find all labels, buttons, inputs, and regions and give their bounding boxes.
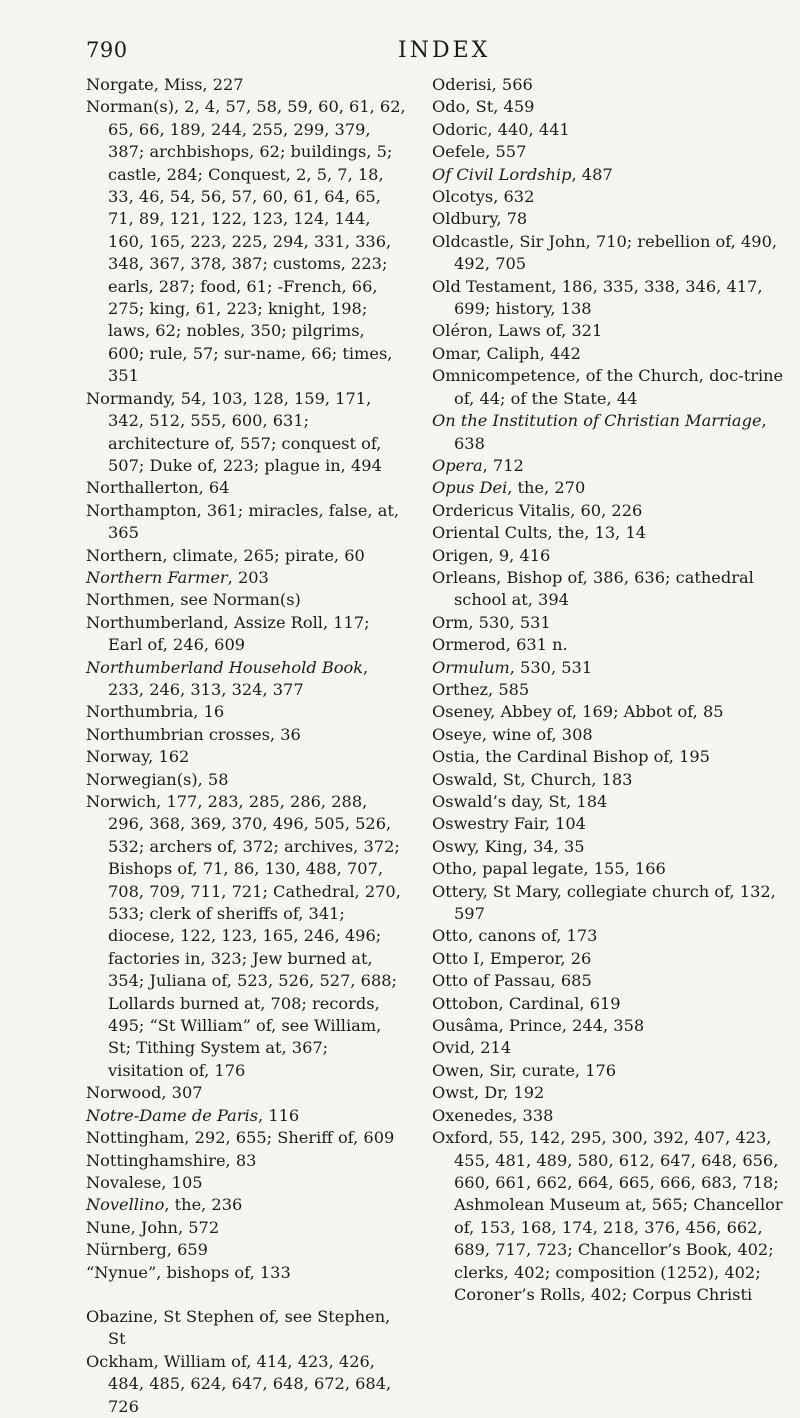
index-entry-text: Olcotys, 632 bbox=[432, 187, 535, 207]
index-entry bbox=[432, 1060, 784, 1082]
index-entry-text: Orleans, Bishop of, 386, 636; cathedral school at, 394 bbox=[432, 567, 754, 610]
index-entry bbox=[86, 612, 406, 657]
index-entry-text: Nürnberg, 659 bbox=[86, 1240, 208, 1260]
index-entry-text: Ovid, 214 bbox=[432, 1038, 512, 1058]
index-entry-text: Ostia, the Cardinal Bishop of, 195 bbox=[432, 747, 710, 767]
index-entry-text: Northmen, see Norman(s) bbox=[86, 590, 301, 610]
index-entry-text: Oxenedes, 338 bbox=[432, 1105, 554, 1125]
index-entry-text: Ormerod, 631 n. bbox=[432, 635, 568, 655]
index-entry-title: Of Civil Lordship bbox=[432, 164, 572, 184]
index-entry-text: Owst, Dr, 192 bbox=[432, 1083, 545, 1103]
index-entry bbox=[432, 948, 784, 970]
index-entry-text: , the, 270 bbox=[507, 478, 586, 498]
index-entry bbox=[432, 657, 784, 679]
index-entry bbox=[86, 769, 406, 791]
index-entry bbox=[86, 1217, 406, 1239]
index-entry bbox=[432, 567, 784, 612]
index-entry-text: Norwich, 177, 283, 285, 286, 288, 296, 368, 369, 370, 496, 505, 526, 532; archers of, 372; archives, 372; Bishops of, 71, 86, 130, 488, 707, 708, 709, 711, 721; Cathedral, 270, 533; clerk of sheriffs of, 341; diocese, 122, 123, 165, 246, 496; factories in, 323; Jew burned at, 354; Juliana of, 523, 526, 527, 688; Lollards burned at, 708; records, 495; “St William” of, see William, St; Tithing System at, 367; visitation of, 176 bbox=[86, 792, 401, 1080]
index-entry bbox=[86, 96, 406, 387]
index-entry bbox=[432, 791, 784, 813]
index-entry bbox=[86, 567, 406, 589]
index-entry bbox=[432, 141, 784, 163]
index-entry bbox=[86, 1150, 406, 1172]
index-entry-text: Otto I, Emperor, 26 bbox=[432, 948, 592, 968]
index-entry bbox=[86, 500, 406, 545]
index-entry bbox=[432, 276, 784, 321]
index-entry-text: Oseney, Abbey of, 169; Abbot of, 85 bbox=[432, 702, 724, 722]
index-entry bbox=[432, 119, 784, 141]
index-entry-text: Norwood, 307 bbox=[86, 1083, 203, 1103]
index-entry bbox=[432, 522, 784, 544]
index-entry-text: Ottery, St Mary, collegiate church of, 132, 597 bbox=[432, 881, 776, 924]
index-entry bbox=[432, 343, 784, 365]
index-entry bbox=[86, 701, 406, 723]
index-entry-title: Opus Dei bbox=[432, 478, 508, 498]
index-entry-text: Norwegian(s), 58 bbox=[86, 769, 229, 789]
index-entry-text: Norman(s), 2, 4, 57, 58, 59, 60, 61, 62, 65, 66, 189, 244, 255, 299, 379, 387; archbishops, 62; buildings, 5; castle, 284; Conquest, 2, 5, 7, 18, 33, 46, 54, 56, 57, 60, 61, 64, 65, 71, 89, 121, 122, 123, 124, 144, 160, 165, 223, 225, 294, 331, 336, 348, 367, 378, 387; customs, 223; earls, 287; food, 61; -French, 66, 275; king, 61, 223; knight, 198; laws, 62; nobles, 350; pilgrims, 600; rule, 57; sur-name, 66; times, 351 bbox=[86, 97, 406, 386]
index-entry-text: Northallerton, 64 bbox=[86, 478, 230, 498]
index-entry-text: Oswy, King, 34, 35 bbox=[432, 836, 585, 856]
index-entry-title: Northern Farmer bbox=[86, 567, 228, 587]
index-entry-text: Oswestry Fair, 104 bbox=[432, 814, 586, 834]
index-entry bbox=[432, 1015, 784, 1037]
index-entry-title: Notre-Dame de Paris bbox=[86, 1105, 259, 1125]
index-entry-text: Norway, 162 bbox=[86, 747, 190, 767]
index-entry bbox=[432, 1127, 784, 1306]
index-entry-text: Northumbria, 16 bbox=[86, 702, 225, 722]
index-entry bbox=[86, 1306, 406, 1351]
index-entry bbox=[432, 164, 784, 186]
index-entry bbox=[432, 612, 784, 634]
index-entry-text: Old Testament, 186, 335, 338, 346, 417, 699; history, 138 bbox=[432, 276, 763, 319]
index-entry-title: Opera bbox=[432, 455, 483, 475]
index-entry bbox=[432, 231, 784, 276]
index-entry-text: Orthez, 585 bbox=[432, 679, 530, 699]
index-entry bbox=[432, 1082, 784, 1104]
index-entry-text: Ockham, William of, 414, 423, 426, 484, 485, 624, 647, 648, 672, 684, 726 bbox=[86, 1351, 392, 1416]
index-entry bbox=[432, 1037, 784, 1059]
index-entry bbox=[86, 74, 406, 96]
index-entry-text: , 638 bbox=[454, 411, 767, 453]
index-entry-text: Oxford, 55, 142, 295, 300, 392, 407, 423, 455, 481, 489, 580, 612, 647, 648, 656, 660, 661, 662, 664, 665, 666, 683, 718; Ashmolean Museum at, 565; Chancellor of, 153, 168, 174, 218, 376, 456, 662, 689, 717, 723; Chancellor’s Book, 402; clerks, 402; composition (1252), 402; Coroner’s Rolls, 402; Corpus Christi bbox=[432, 1128, 783, 1304]
index-entry-text: , 233, 246, 313, 324, 377 bbox=[108, 657, 369, 699]
index-entry bbox=[432, 1105, 784, 1127]
section-gap bbox=[86, 1284, 406, 1306]
index-entry bbox=[432, 455, 784, 477]
index-entry-text: Owen, Sir, curate, 176 bbox=[432, 1060, 617, 1080]
index-entry-title: Novellino bbox=[86, 1195, 165, 1215]
index-entry-text: Omnicompetence, of the Church, doc-trine of, 44; of the State, 44 bbox=[432, 366, 784, 408]
index-entry-text: Ottobon, Cardinal, 619 bbox=[432, 993, 621, 1013]
index-entry bbox=[86, 589, 406, 611]
index-entry-text: Ousâma, Prince, 244, 358 bbox=[432, 1016, 645, 1036]
index-entry-text: Northampton, 361; miracles, false, at, 365 bbox=[86, 500, 400, 543]
index-entry-text: Novalese, 105 bbox=[86, 1172, 203, 1192]
index-entry bbox=[432, 500, 784, 522]
index-entry-text: , 712 bbox=[482, 455, 524, 475]
index-entry bbox=[432, 320, 784, 342]
index-entry bbox=[86, 1351, 406, 1418]
index-entry-text: Normandy, 54, 103, 128, 159, 171, 342, 512, 555, 600, 631; architecture of, 557; conquest of, 507; Duke of, 223; plague in, 494 bbox=[86, 388, 382, 475]
index-entry-text: “Nynue”, bishops of, 133 bbox=[86, 1262, 291, 1282]
index-entry bbox=[86, 1127, 406, 1149]
index-entry-text: Otto of Passau, 685 bbox=[432, 971, 592, 991]
index-entry-title: On the Institution of Christian Marriage bbox=[432, 411, 762, 431]
right-column bbox=[432, 74, 784, 1418]
index-entry bbox=[86, 1172, 406, 1194]
index-entry-text: Oseye, wine of, 308 bbox=[432, 724, 593, 744]
index-entry-text: Nune, John, 572 bbox=[86, 1217, 220, 1237]
index-entry-text: Norgate, Miss, 227 bbox=[86, 75, 244, 94]
index-entry-text: Origen, 9, 416 bbox=[432, 545, 551, 565]
index-entry bbox=[432, 769, 784, 791]
index-columns bbox=[86, 74, 784, 1418]
index-entry bbox=[86, 1239, 406, 1261]
index-entry bbox=[86, 388, 406, 478]
index-entry-text: Orm, 530, 531 bbox=[432, 612, 551, 632]
index-entry bbox=[432, 701, 784, 723]
index-entry-title: Ormulum bbox=[432, 657, 510, 677]
index-entry-text: Oldbury, 78 bbox=[432, 209, 528, 229]
index-entry-text: Otto, canons of, 173 bbox=[432, 926, 598, 946]
index-entry bbox=[432, 74, 784, 96]
index-entry-text: , 203 bbox=[227, 567, 269, 587]
index-entry-text: Oswald, St, Church, 183 bbox=[432, 769, 633, 789]
left-column bbox=[86, 74, 406, 1418]
index-entry bbox=[432, 746, 784, 768]
index-entry-text: Oléron, Laws of, 321 bbox=[432, 321, 603, 341]
index-entry-text: Odo, St, 459 bbox=[432, 97, 535, 117]
index-entry-text: Omar, Caliph, 442 bbox=[432, 343, 581, 363]
index-entry-text: , the, 236 bbox=[164, 1195, 243, 1215]
index-entry bbox=[432, 970, 784, 992]
index-entry bbox=[432, 813, 784, 835]
index-entry bbox=[432, 365, 784, 410]
index-entry bbox=[432, 96, 784, 118]
index-entry bbox=[432, 477, 784, 499]
index-entry-text: Northumbrian crosses, 36 bbox=[86, 724, 301, 744]
index-entry bbox=[86, 746, 406, 768]
index-entry-text: Oldcastle, Sir John, 710; rebellion of, 490, 492, 705 bbox=[432, 231, 778, 274]
index-entry bbox=[432, 925, 784, 947]
index-entry bbox=[432, 993, 784, 1015]
index-entry-text: , 487 bbox=[571, 164, 613, 184]
index-entry-title: Northumberland Household Book bbox=[86, 657, 364, 677]
index-entry bbox=[432, 208, 784, 230]
index-entry-text: Northern, climate, 265; pirate, 60 bbox=[86, 545, 365, 565]
index-entry bbox=[86, 791, 406, 1082]
index-entry bbox=[432, 545, 784, 567]
index-entry bbox=[86, 545, 406, 567]
index-entry-text: Oswald’s day, St, 184 bbox=[432, 792, 608, 811]
index-entry-text: Otho, papal legate, 155, 166 bbox=[432, 859, 666, 879]
index-entry bbox=[86, 1105, 406, 1127]
index-entry-text: Oriental Cults, the, 13, 14 bbox=[432, 523, 647, 543]
index-entry-text: Odoric, 440, 441 bbox=[432, 119, 570, 139]
index-entry bbox=[86, 1194, 406, 1216]
index-entry bbox=[432, 679, 784, 701]
index-entry-text: Nottinghamshire, 83 bbox=[86, 1150, 257, 1170]
index-entry bbox=[432, 724, 784, 746]
index-entry-text: Oderisi, 566 bbox=[432, 75, 533, 94]
index-entry bbox=[86, 1262, 406, 1284]
index-entry-text: Ordericus Vitalis, 60, 226 bbox=[432, 500, 643, 520]
index-entry-text: Oefele, 557 bbox=[432, 142, 527, 162]
page-header bbox=[86, 38, 782, 68]
index-entry bbox=[432, 858, 784, 880]
index-entry bbox=[86, 657, 406, 702]
index-entry-text: , 116 bbox=[258, 1105, 300, 1125]
index-entry-text: Obazine, St Stephen of, see Stephen, St bbox=[86, 1306, 391, 1349]
index-entry bbox=[432, 881, 784, 926]
page-number: 790 bbox=[86, 38, 128, 62]
index-entry bbox=[86, 724, 406, 746]
index-entry-text: Nottingham, 292, 655; Sheriff of, 609 bbox=[86, 1128, 395, 1148]
index-entry bbox=[432, 836, 784, 858]
running-head: INDEX bbox=[398, 38, 491, 63]
index-entry bbox=[432, 410, 784, 455]
index-entry bbox=[432, 186, 784, 208]
index-entry bbox=[86, 477, 406, 499]
index-entry-text: Northumberland, Assize Roll, 117; Earl of, 246, 609 bbox=[86, 612, 370, 655]
index-entry-text: , 530, 531 bbox=[509, 657, 593, 677]
index-entry bbox=[432, 634, 784, 656]
index-entry bbox=[86, 1082, 406, 1104]
